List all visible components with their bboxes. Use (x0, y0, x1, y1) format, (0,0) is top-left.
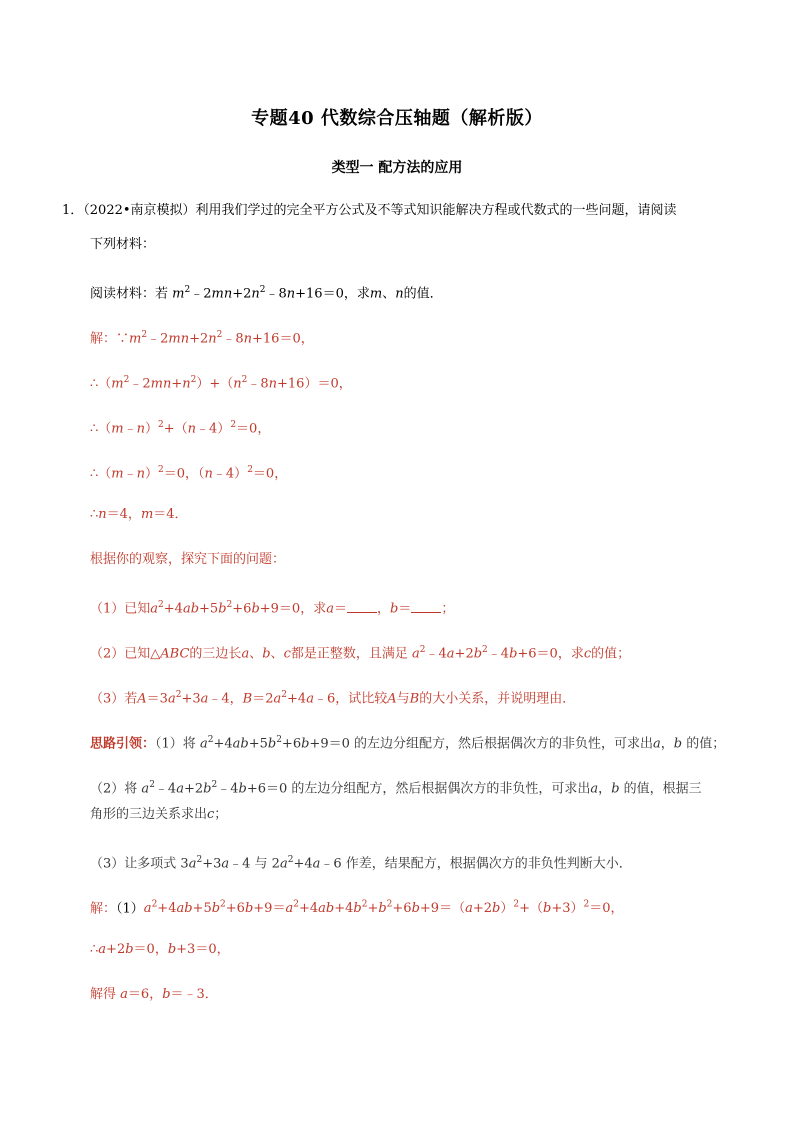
sub-question-2: （2）已知△ABC的三边长a、b、c都是正整数，且满足 $a^2﹣4a+2b^2﹣4b+6=0$，求c的值； (90, 645, 631, 662)
example-solution-line: ∴n＝4，m＝4． (90, 507, 188, 522)
answer-line: 解得 a＝6，b＝﹣3． (90, 987, 218, 1002)
example-solution-line: ∴（m﹣n）$^2$+（n﹣4）$^2$＝0， (90, 420, 271, 437)
section-title: 类型一 配方法的应用 (331, 160, 463, 176)
hint-label: 思路引领： (90, 736, 156, 752)
answer-line: ∴a+2b＝0，b+3＝0， (90, 942, 230, 957)
question-number: 1． (62, 203, 84, 218)
reading-material: 阅读材料：若 $m^2﹣2mn+2n^2﹣8n+16=0$，求m、n的值． (90, 285, 443, 302)
question-source: （2022•南京模拟） (83, 203, 196, 218)
example-solution-line: $\therefore(m^2﹣2mn+n^2)+(n^2﹣8n+16)=0$， (90, 375, 352, 392)
hint-2: （2）将 $a^2﹣4a+2b^2﹣4b+6=0$ 的左边分组配方，然后根据偶次方的非负性，可求出a，b 的值，根据三 (90, 780, 702, 797)
page-title: 专题40 代数综合压轴题（解析版） (251, 108, 543, 129)
example-solution-line: 解：$\because m^2﹣2mn+2n^2﹣8n+16=0$， (90, 330, 314, 347)
answer-blank[interactable] (347, 600, 377, 613)
answer-blank[interactable] (411, 600, 441, 613)
hint-1: 思路引领：（1）将 $a^2+4ab+5b^2+6b+9=0$ 的左边分组配方，然后根据偶次方的非负性，可求出a，b 的值； (90, 735, 726, 752)
example-solution-line: ∴（m﹣n）$^2$＝0，（n﹣4）$^2$＝0， (90, 465, 288, 482)
answer-line: 解：$(1)a^2+4ab+5b^2+6b+9=a^2+4ab+4b^2+b^2+6b+9=(a+2b)^2+(b+3)^2=0$， (90, 900, 624, 917)
sub-question-3: （3）若$A=3a^2+3a﹣4$，$B=2a^2+4a﹣6$，试比较A与B的大小关系，并说明理由． (90, 690, 576, 707)
hint-3: （3）让多项式 $3a^2+3a﹣4$ 与 $2a^2+4a﹣6$ 作差，结果配方，根据偶次方的非负性判断大小． (90, 855, 632, 872)
hint-2-cont: 角形的三边关系求出c； (90, 807, 228, 822)
observe-prompt: 根据你的观察，探究下面的问题： (90, 552, 286, 567)
question-1-stem: 1．（2022•南京模拟）利用我们学过的完全平方公式及不等式知识能解决方程或代数式的一些问题，请阅读 (62, 203, 677, 218)
sub-question-1: （1）已知$a^2+4ab+5b^2+6b+9=0$，求a＝ ，b＝ ； (90, 600, 455, 617)
question-1-stem-cont: 下列材料： (90, 237, 156, 252)
